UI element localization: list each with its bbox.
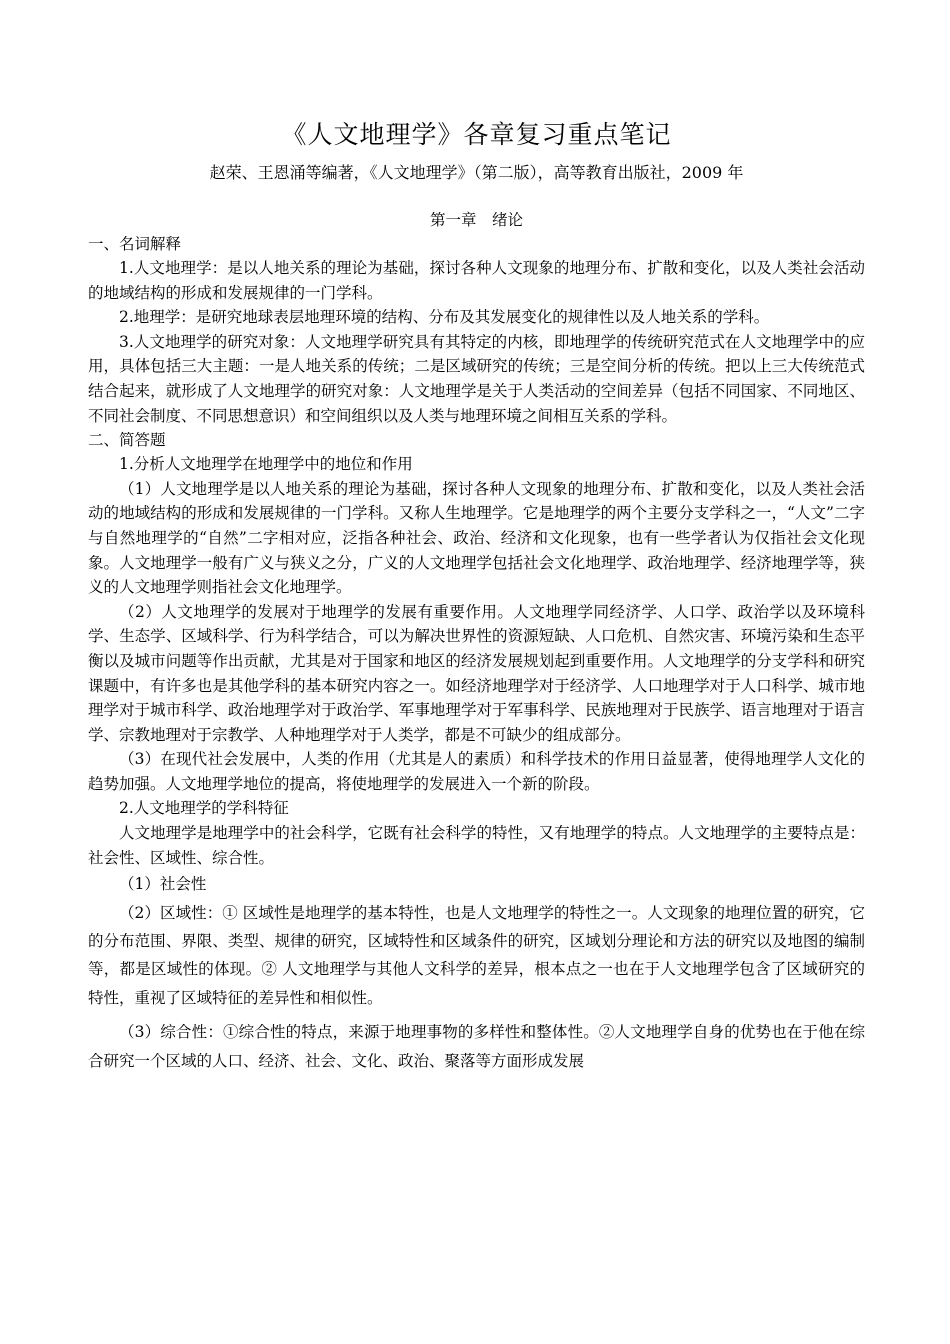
question-2-point-social: （1）社会性 — [119, 875, 207, 894]
question-1-heading: 1.分析人文地理学在地理学中的地位和作用 — [119, 455, 413, 474]
question-2-intro: 人文地理学是地理学中的社会科学，它既有社会科学的特性，又有地理学的特点。人文地理学的主要特点是：社会性、区域性、综合性。 — [88, 824, 865, 867]
chapter-heading: 第一章 绪论 — [429, 211, 523, 229]
definition-human-geography: 1.人文地理学：是以人地关系的理论为基础，探讨各种人文现象的地理分布、扩散和变化，以及人类社会活动的地域结构的形成和发展规律的一门学科。 — [88, 259, 865, 302]
question-1-answer-2: （2）人文地理学的发展对于地理学的发展有重要作用。人文地理学同经济学、人口学、政治学以及环境科学、生态学、区域科学、行为科学结合，可以为解决世界性的资源短缺、人口危机、自然灾害、环境污染和生态平衡以及城市问题等作出贡献，尤其是对于国家和地区的经济发展规划起到重要作用。人文地理学的分支学科和研究课题中，有许多也是其他学科的基本研究内容之一。如经济地理学对于经济学、人口地理学对于人口科学、城市地理学对于城市科学、政治地理学对于政治学、军事地理学对于军事科学、民族地理对于民族学、语言地理对于语言学、宗教地理对于宗教学、人种地理学对于人类学，都是不可缺少的组成部分。 — [88, 602, 865, 744]
definition-research-object: 3.人文地理学的研究对象：人文地理学研究具有其特定的内核，即地理学的传统研究范式在人文地理学中的应用，具体包括三大主题：一是人地关系的传统；二是区域研究的传统；三是空间分析的传统。把以上三大传统范式结合起来，就形成了人文地理学的研究对象：人文地理学是关于人类活动的空间差异（包括不同国家、不同地区、不同社会制度、不同思想意识）和空间组织以及人类与地理环境之间相互关系的学科。 — [88, 332, 865, 425]
document-subtitle: 赵荣、王恩涌等编著，《人文地理学》（第二版），高等教育出版社，2009 年 — [209, 163, 744, 182]
definition-geography: 2.地理学：是研究地球表层地理环境的结构、分布及其发展变化的规律性以及人地关系的学科。 — [119, 308, 770, 327]
question-2-point-regional: （2）区域性：① 区域性是地理学的基本特性，也是人文地理学的特性之一。人文现象的地理位置的研究，它的分布范围、界限、类型、规律的研究，区域特性和区域条件的研究，区域划分理论和方法的研究以及地图的编制等，都是区域性的体现。② 人文地理学与其他人文科学的差异，根本点之一也在于人文地理学包含了区域研究的特性，重视了区域特征的差异性和相似性。 — [88, 903, 865, 1007]
section-heading-terms: 一、名词解释 — [88, 235, 182, 253]
section-heading-short-answer: 二、简答题 — [88, 431, 166, 450]
document-title: 《人文地理学》各章复习重点笔记 — [281, 120, 672, 149]
question-2-point-comprehensive: （3）综合性：①综合性的特点，来源于地理事物的多样性和整体性。②人文地理学自身的优势也在于他在综合研究一个区域的人口、经济、社会、文化、政治、聚落等方面形成发展 — [88, 1023, 865, 1070]
question-1-answer-1: （1）人文地理学是以人地关系的理论为基础，探讨各种人文现象的地理分布、扩散和变化，以及人类社会活动的地域结构的形成和发展规律的一门学科。又称人生地理学。它是地理学的两个主要分支学科之一，“人文”二字与自然地理学的“自然”二字相对应，泛指各种社会、政治、经济和文化现象，也有一些学者认为仅指社会文化现象。人文地理学一般有广义与狭义之分，广义的人文地理学包括社会文化地理学、政治地理学、经济地理学等，狭义的人文地理学则指社会文化地理学。 — [88, 479, 865, 597]
document-page — [88, 118, 865, 1075]
question-2-heading: 2.人文地理学的学科特征 — [119, 799, 289, 818]
question-1-answer-3: （3）在现代社会发展中，人类的作用（尤其是人的素质）和科学技术的作用日益显著，使得地理学人文化的趋势加强。人文地理学地位的提高，将使地理学的发展进入一个新的阶段。 — [88, 750, 865, 793]
